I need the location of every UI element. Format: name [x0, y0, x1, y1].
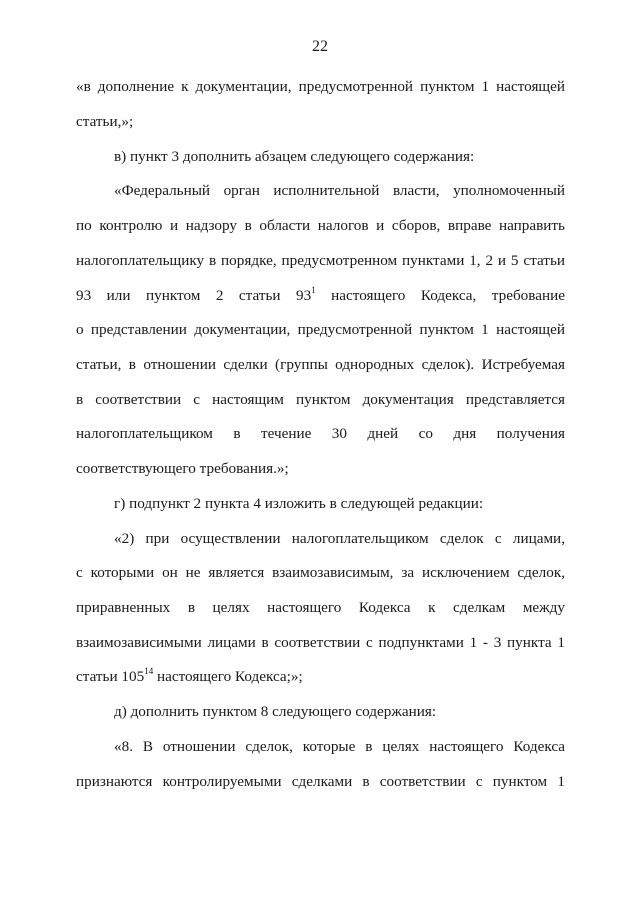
page-number: 22	[312, 38, 328, 55]
text-line: в) пункт 3 дополнить абзацем следующего содержания:	[114, 148, 475, 165]
text-line: «8. В отношении сделок, которые в целях настоящего Кодекса	[114, 738, 565, 755]
superscript: 1	[311, 285, 316, 295]
text-line: д) дополнить пунктом 8 следующего содержания:	[114, 703, 437, 720]
text-line: приравненных в целях настоящего Кодекса к сделкам между	[76, 599, 565, 616]
text-line: с которыми он не является взаимозависимым, за исключением сделок,	[76, 564, 565, 581]
text-line: статьи,»;	[76, 113, 134, 130]
text-line: соответствующего требования.»;	[76, 460, 289, 477]
text-fragment: 93 или пунктом 2 статьи 93	[76, 287, 312, 304]
text-line: в соответствии с настоящим пунктом документация представляется	[76, 391, 565, 408]
text-line: о представлении документации, предусмотренной пунктом 1 настоящей	[76, 321, 565, 338]
text-line: статьи, в отношении сделки (группы однородных сделок). Истребуемая	[76, 356, 565, 373]
text-line: «в дополнение к документации, предусмотренной пунктом 1 настоящей	[76, 78, 565, 95]
superscript: 14	[144, 666, 154, 676]
text-fragment: настоящего Кодекса;»;	[153, 668, 303, 685]
text-line: г) подпункт 2 пункта 4 изложить в следующей редакции:	[114, 495, 484, 512]
text-line	[76, 666, 303, 685]
text-line: налогоплательщику в порядке, предусмотренном пунктами 1, 2 и 5 статьи	[76, 252, 565, 269]
text-line: взаимозависимыми лицами в соответствии с подпунктами 1 - 3 пункта 1	[76, 634, 565, 651]
text-line: налогоплательщиком в течение 30 дней со дня получения	[76, 425, 565, 442]
text-line: «Федеральный орган исполнительной власти, уполномоченный	[114, 182, 565, 199]
text-fragment: статьи 105	[76, 668, 145, 685]
text-line: по контролю и надзору в области налогов и сборов, вправе направить	[76, 217, 565, 234]
text-line: признаются контролируемыми сделками в соответствии с пунктом 1	[76, 773, 565, 790]
text-fragment: настоящего Кодекса, требование	[315, 287, 565, 304]
text-line: «2) при осуществлении налогоплательщиком сделок с лицами,	[114, 530, 565, 547]
text-line	[76, 285, 565, 304]
